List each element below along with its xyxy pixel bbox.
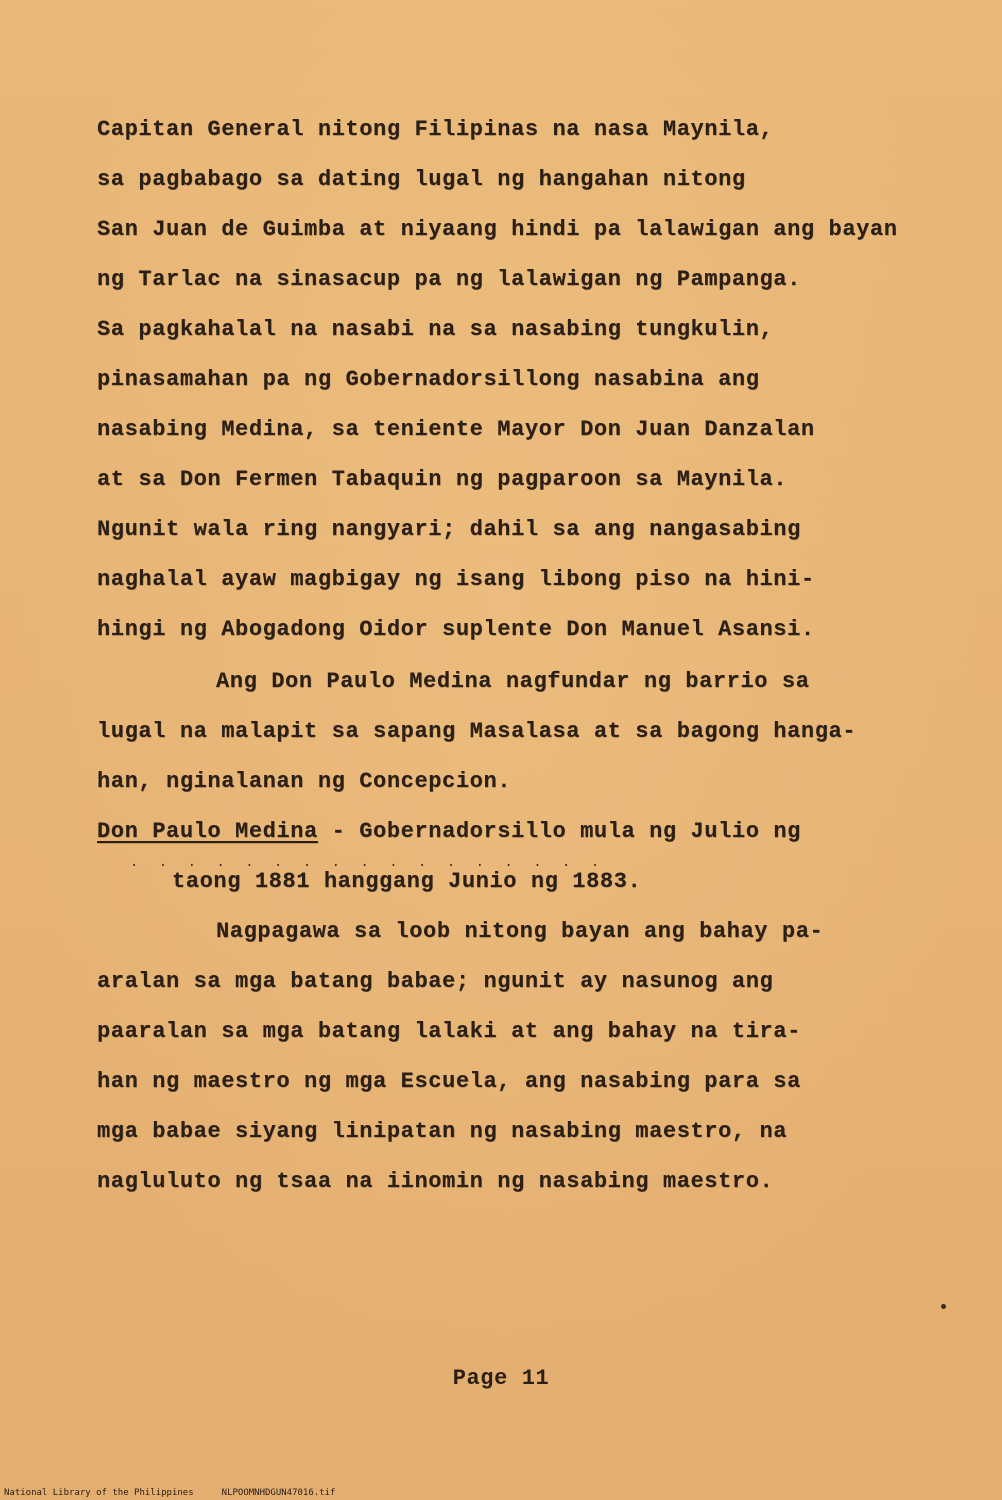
text-line: lugal na malapit sa sapang Masalasa at sa bagong hanga- — [97, 719, 857, 744]
paragraph-start-line: Ang Don Paulo Medina nagfundar ng barrio sa — [216, 669, 810, 694]
text-line: Ngunit wala ring nangyari; dahil sa ang nangasabing — [97, 517, 801, 542]
text-line: sa pagbabago sa dating lugal ng hangahan nitong — [97, 167, 746, 192]
text-line: San Juan de Guimba at niyaang hindi pa lalawigan ang bayan — [97, 217, 898, 242]
page-number: Page 11 — [452, 1366, 550, 1391]
text-line: aralan sa mga batang babae; ngunit ay nasunog ang — [97, 969, 774, 994]
scan-footer — [4, 1488, 363, 1498]
text-line: Sa pagkahalal na nasabi na sa nasabing tungkulin, — [97, 317, 774, 342]
dotted-mark: . . . . . . . . . . . . . . . . . — [130, 855, 606, 871]
text-line: nasabing Medina, sa teniente Mayor Don Juan Danzalan — [97, 417, 815, 442]
library-credit: National Library of the Philippines — [4, 1488, 194, 1498]
text-line: Capitan General nitong Filipinas na nasa Maynila, — [97, 117, 774, 142]
text-line: mga babae siyang linipatan ng nasabing maestro, na — [97, 1119, 788, 1144]
text-line: hingi ng Abogadong Oidor suplente Don Manuel Asansi. — [97, 617, 815, 642]
paragraph-start-line: Nagpagawa sa loob nitong bayan ang bahay pa- — [216, 919, 824, 944]
text-line: ng Tarlac na sinasacup pa ng lalawigan ng Pampanga. — [97, 267, 801, 292]
ink-speck — [941, 1304, 946, 1309]
text-line: at sa Don Fermen Tabaquin ng pagparoon sa Maynila. — [97, 467, 788, 492]
text-line: naghalal ayaw magbigay ng isang libong piso na hini- — [97, 567, 815, 592]
text-line: han ng maestro ng mga Escuela, ang nasabing para sa — [97, 1069, 801, 1094]
scan-filename: NLPOOMNHDGUN47016.tif — [221, 1488, 336, 1498]
entry-description: - Gobernadorsillo mula ng Julio ng — [317, 819, 801, 844]
text-line: taong 1881 hanggang Junio ng 1883. — [172, 869, 642, 894]
text-line: paaralan sa mga batang lalaki at ang bahay na tira- — [97, 1019, 801, 1044]
text-line: pinasamahan pa ng Gobernadorsillong nasabina ang — [97, 367, 760, 392]
term-entry-line — [97, 818, 801, 846]
entry-heading-name: Don Paulo Medina — [97, 819, 318, 844]
text-line: han, nginalanan ng Concepcion. — [97, 769, 512, 794]
text-line: nagluluto ng tsaa na iinomin ng nasabing maestro. — [97, 1169, 774, 1194]
